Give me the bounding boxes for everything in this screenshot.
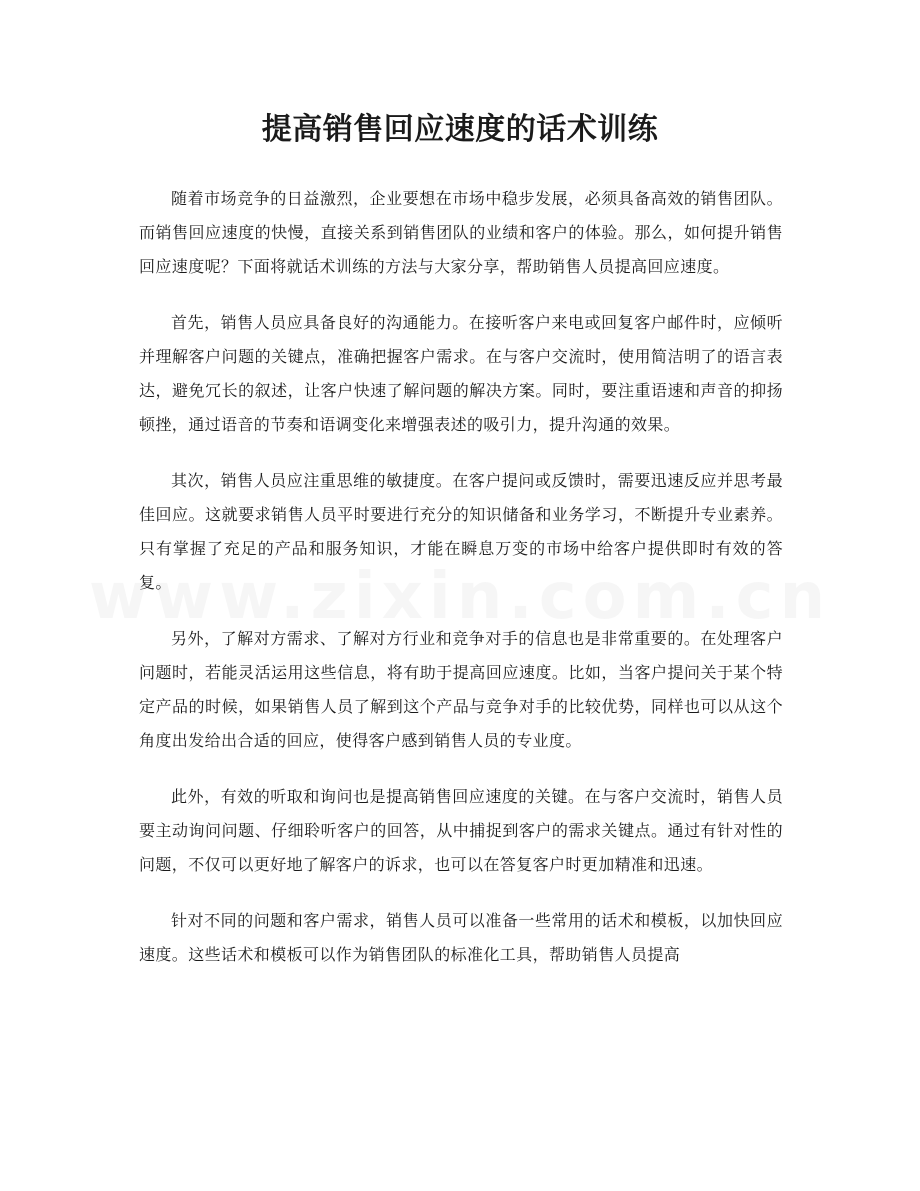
paragraph-4: 另外，了解对方需求、了解对方行业和竞争对手的信息也是非常重要的。在处理客户问题时，若能灵活运用这些信息，将有助于提高回应速度。比如，当客户提问关于某个特定产品的时候，如果销售人员了解到这个产品与竞争对手的比较优势，同样也可以从这个角度出发给出合适的回应，使得客户感到销售人员的专业度。 bbox=[139, 629, 783, 750]
paragraph-5: 此外，有效的听取和询问也是提高销售回应速度的关键。在与客户交流时，销售人员要主动询问问题、仔细聆听客户的回答，从中捕捉到客户的需求关键点。通过有针对性的问题，不仅可以更好地了解客户的诉求，也可以在答复客户时更加精准和迅速。 bbox=[139, 787, 783, 874]
document-title: 提高销售回应速度的话术训练 bbox=[261, 112, 659, 147]
paragraph-3: 其次，销售人员应注重思维的敏捷度。在客户提问或反馈时，需要迅速反应并思考最佳回应。这就要求销售人员平时要进行充分的知识储备和业务学习，不断提升专业素养。只有掌握了充足的产品和服务知识，才能在瞬息万变的市场中给客户提供即时有效的答复。 bbox=[139, 471, 783, 592]
paragraph-2: 首先，销售人员应具备良好的沟通能力。在接听客户来电或回复客户邮件时，应倾听并理解客户问题的关键点，准确把握客户需求。在与客户交流时，使用简洁明了的语言表达，避免冗长的叙述，让客户快速了解问题的解决方案。同时，要注重语速和声音的抑扬顿挫，通过语音的节奏和语调变化来增强表述的吸引力，提升沟通的效果。 bbox=[139, 313, 783, 434]
paragraph-6: 针对不同的问题和客户需求，销售人员可以准备一些常用的话术和模板，以加快回应速度。这些话术和模板可以作为销售团队的标准化工具，帮助销售人员提高 bbox=[139, 911, 783, 964]
document-body bbox=[139, 182, 783, 994]
paragraph-1: 随着市场竞争的日益激烈，企业要想在市场中稳步发展，必须具备高效的销售团队。而销售回应速度的快慢，直接关系到销售团队的业绩和客户的体验。那么，如何提升销售回应速度呢？下面将就话术训练的方法与大家分享，帮助销售人员提高回应速度。 bbox=[139, 189, 783, 276]
